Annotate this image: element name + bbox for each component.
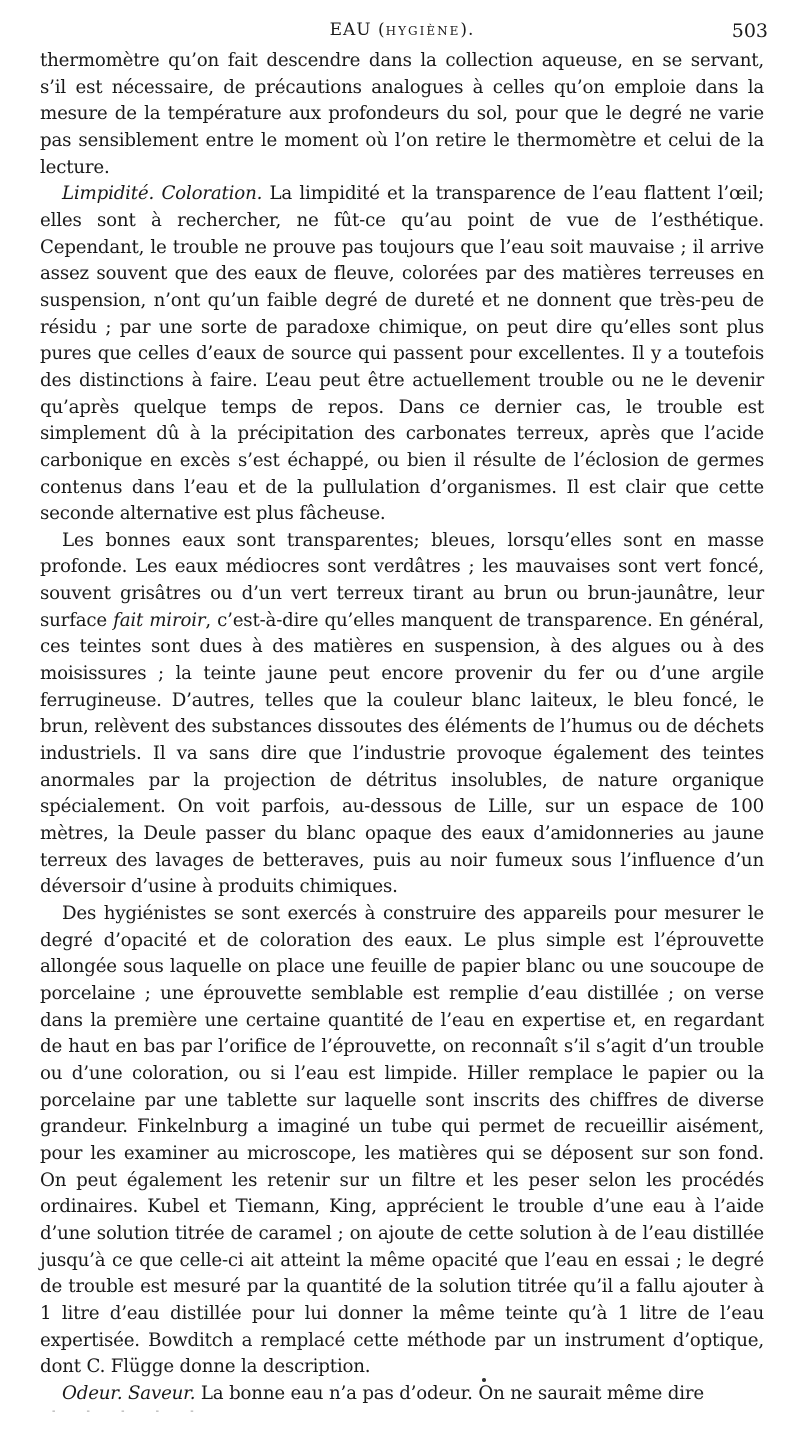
paragraph-2-text: La limpidité et la transparence de l’eau flattent l’œil; elles sont à rechercher, ne fût-ce qu’au point de vue de l’esthétique. Cependant, le trouble ne prouve pas toujours que l’eau soit mauvaise ; il arrive assez souvent que des eaux de fleuve, colorées par des matières terreuses en suspension, n’ont qu’un faible degré de dureté et ne donnent que très-peu de résidu ; par une sorte de paradoxe chimique, on peut dire qu’elles sont plus pures que celles d’eaux de source qui passent pour excellentes. Il y a toutefois des distinctions à faire. L’eau peut être actuellement trouble ou ne le devenir qu’après quelque temps de repos. Dans ce dernier cas, le trouble est simplement dû à la précipitation des carbonates terreux, après que l’acide carbonique en excès s’est échappé, ou bien il résulte de l’éclosion de germes contenus dans l’eau et de la pullulation d’organismes. Il est clair que cette seconde alternative est plus fâcheuse. bbox=[40, 183, 764, 525]
running-title-main: EAU ( bbox=[329, 20, 386, 40]
paragraph-1-text: thermomètre qu’on fait descendre dans la collection aqueuse, en se servant, s’il est nécessaire, de précautions analogues à celles qu’on emploie dans la mesure de la température aux profondeurs du sol, pour que le degré ne varie pas sensiblement entre le moment où l’on retire le thermomètre et celui de la lecture. bbox=[40, 50, 764, 178]
body-text bbox=[40, 48, 764, 1407]
paragraph-3-text-after: , c’est-à-dire qu’elles manquent de transparence. En général, ces teintes sont dues à des matières en suspension, à des algues ou à des moisissures ; la teinte jaune peut encore provenir du fer ou d’une argile ferrugineuse. D’autres, telles que la couleur blanc laiteux, le bleu foncé, le brun, relèvent des substances dissoutes des éléments de l’humus ou de déchets industriels. Il va sans dire que l’industrie provoque également des teintes anormales par la projection de détritus insolubles, de nature organique spécialement. On voit parfois, au-dessous de Lille, sur un espace de 100 mètres, la Deule passer du blanc opaque des eaux d’amidonneries au jaune terreux des lavages de betteraves, puis au noir fumeux sous l’influence d’un déversoir d’usine à produits chimiques. bbox=[40, 609, 765, 898]
page-bottom-marks bbox=[0, 1370, 800, 1420]
paragraph-2 bbox=[40, 181, 764, 528]
paragraph-3 bbox=[40, 528, 764, 901]
running-title-smallcaps: HYGIÈNE bbox=[385, 24, 461, 38]
paragraph-3-italic: fait miroir bbox=[113, 609, 206, 631]
page-header bbox=[40, 18, 768, 48]
section-heading-odeur: Odeur. Saveur. bbox=[62, 1382, 196, 1404]
section-heading-limpidite: Limpidité. Coloration. bbox=[62, 183, 263, 205]
page-number: 503 bbox=[731, 20, 768, 42]
paragraph-3-text-before: Les bonnes eaux sont transparentes; bleues, lorsqu’elles sont en masse profonde. Les eaux médiocres sont verdâtres ; les mauvaises sont vert foncé, souvent grisâtres ou d’un vert terreux tirant au brun ou brun-jaunâtre, leur surface bbox=[40, 529, 764, 631]
paragraph-4 bbox=[40, 901, 764, 1381]
ink-dot bbox=[482, 1378, 486, 1382]
paragraph-4-text: Des hygiénistes se sont exercés à construire des appareils pour mesurer le degré d’opacité et de coloration des eaux. Le plus simple est l’éprouvette allongée sous laquelle on place une feuille de papier blanc ou une soucoupe de porcelaine ; une éprouvette semblable est remplie d’eau distillée ; on verse dans la première une certaine quantité de l’eau en expertise et, en regardant de haut en bas par l’orifice de l’éprouvette, on reconnaît s’il s’agit d’un trouble ou d’une coloration, ou si l’eau est limpide. Hiller remplace le papier ou la porcelaine par une tablette sur laquelle sont inscrits des chiffres de diverse grandeur. Finkelnburg a imaginé un tube qui permet de recueillir aisément, pour les examiner au microscope, les matières qui se déposent sur son fond. On peut également les retenir sur un filtre et les peser selon les procédés ordinaires. Kubel et Tiemann, King, apprécient le trouble d’une eau à l’aide d’une solution titrée de caramel ; on ajoute de cette solution à de l’eau distillée jusqu’à ce que celle-ci ait atteint la même opacité que l’eau en essai ; le degré de trouble est mesuré par la quantité de la solution titrée qu’il a fallu ajouter à 1 litre d’eau distillée pour lui donner la même teinte qu’à 1 litre de l’eau expertisée. Bowditch a remplacé cette méthode par un instrument d’optique, dont C. Flügge donne la description. bbox=[40, 903, 764, 1378]
running-title bbox=[40, 20, 764, 40]
paragraph-1 bbox=[40, 48, 764, 181]
scan-dashes: - - - - - bbox=[52, 1406, 208, 1417]
document-page bbox=[40, 18, 768, 1407]
paragraph-5-text: La bonne eau n’a pas d’odeur. On ne saurait même dire bbox=[195, 1382, 704, 1404]
running-title-end: ). bbox=[460, 20, 475, 40]
